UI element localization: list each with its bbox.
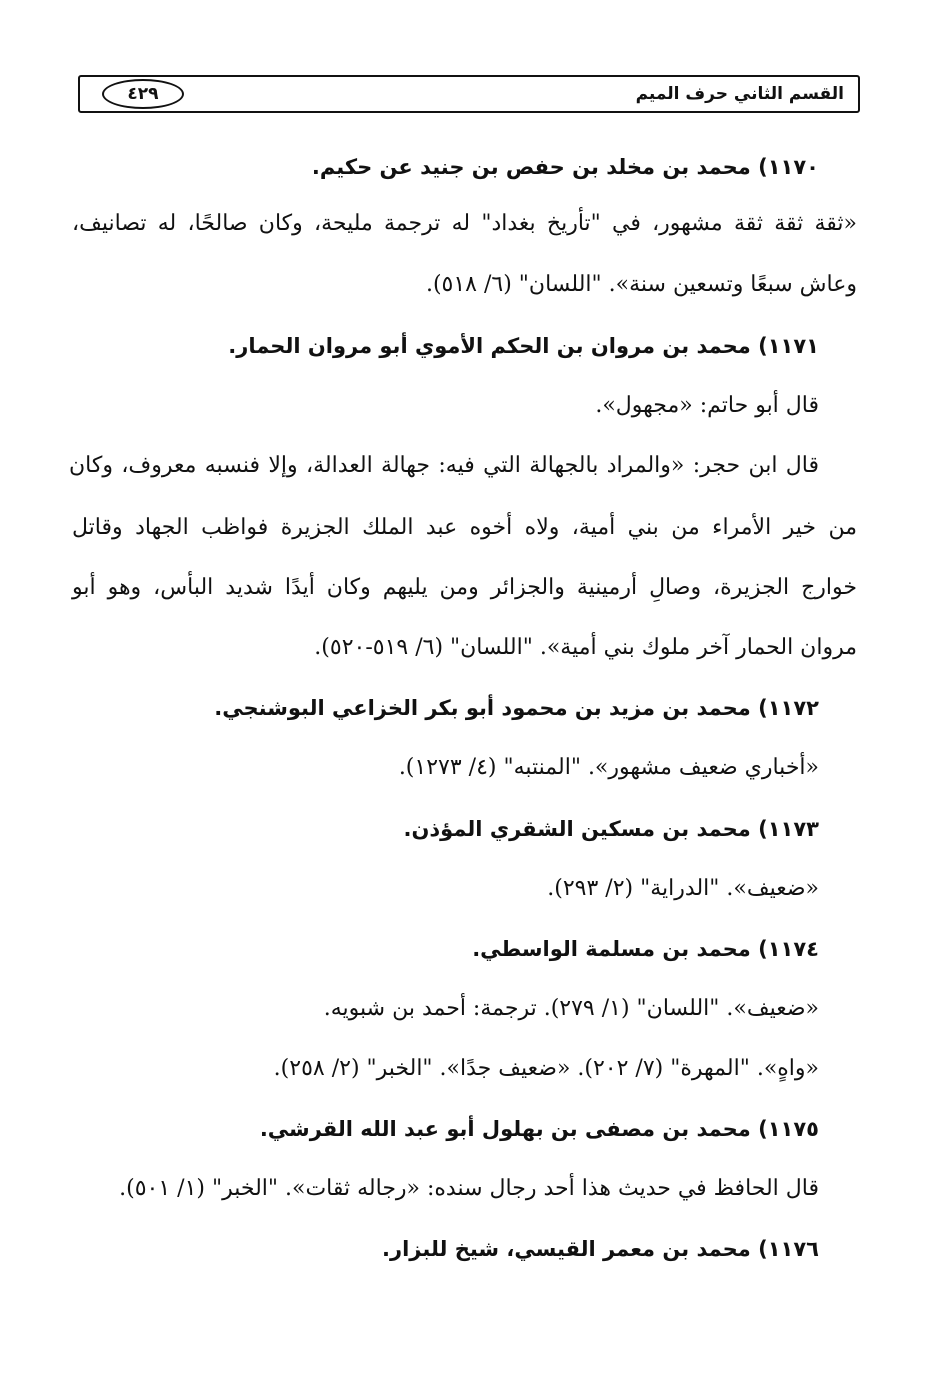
text-line: مروان الحمار آخر ملوك بني أمية». "اللسان" (٦/ ٥١٩-٥٢٠). [314, 635, 857, 660]
text-line: قال الحافظ في حديث هذا أحد رجال سنده: «رجاله ثقات». "الخبر" (١/ ٥٠١). [119, 1176, 819, 1201]
section-title: القسم الثاني حرف الميم [635, 84, 844, 104]
text-line: وعاش سبعًا وتسعين سنة». "اللسان" (٦/ ٥١٨). [425, 272, 857, 297]
entry-heading-1171: ١١٧١) محمد بن مروان بن الحكم الأموي أبو مروان الحمار. [228, 334, 819, 358]
text-line: «ثقة ثقة ثقة مشهور، في "تأريخ بغداد" له ترجمة مليحة، وكان صالحًا، له تصانيف، [72, 211, 857, 236]
entry-heading-1175: ١١٧٥) محمد بن مصفى بن بهلول أبو عبد الله القرشي. [259, 1117, 819, 1141]
text-line: خوارج الجزيرة، وصالِ أرمينية والجزائر ومن يليهم وكان أيدًا شديد البأس، وهو أبو [72, 575, 857, 600]
entry-heading-1176: ١١٧٦) محمد بن معمر القيسي، شيخ للبزار. [382, 1237, 819, 1261]
entry-heading-1170: ١١٧٠) محمد بن مخلد بن حفص بن جنيد عن حكيم. [311, 155, 819, 179]
entry-heading-1174: ١١٧٤) محمد بن مسلمة الواسطي. [472, 937, 819, 961]
text-line: قال أبو حاتم: «مجهول». [595, 393, 819, 418]
text-line: «أخباري ضعيف مشهور». "المنتبه" (٤/ ١٢٧٣). [398, 755, 819, 780]
text-line: «ضعيف». "اللسان" (١/ ٢٧٩). ترجمة: أحمد بن شبويه. [323, 996, 819, 1021]
text-line: قال ابن حجر: «والمراد بالجهالة التي فيه: جهالة العدالة، وإلا فنسبه معروف، وكان [69, 453, 819, 478]
page-number: ٤٢٩ [102, 79, 184, 109]
entry-heading-1173: ١١٧٣) محمد بن مسكين الشقري المؤذن. [403, 817, 819, 841]
text-line: «واهٍ». "المهرة" (٧/ ٢٠٢). «ضعيف جدًا». "الخبر" (٢/ ٢٥٨). [273, 1056, 819, 1081]
running-header [78, 75, 860, 113]
text-line: من خير الأمراء من بني أمية، ولاه أخوه عبد الملك الجزيرة فواظب الجهاد وقاتل [72, 515, 857, 540]
entry-heading-1172: ١١٧٢) محمد بن مزيد بن محمود أبو بكر الخزاعي البوشنجي. [214, 696, 819, 720]
text-line: «ضعيف». "الدراية" (٢/ ٢٩٣). [547, 876, 819, 901]
